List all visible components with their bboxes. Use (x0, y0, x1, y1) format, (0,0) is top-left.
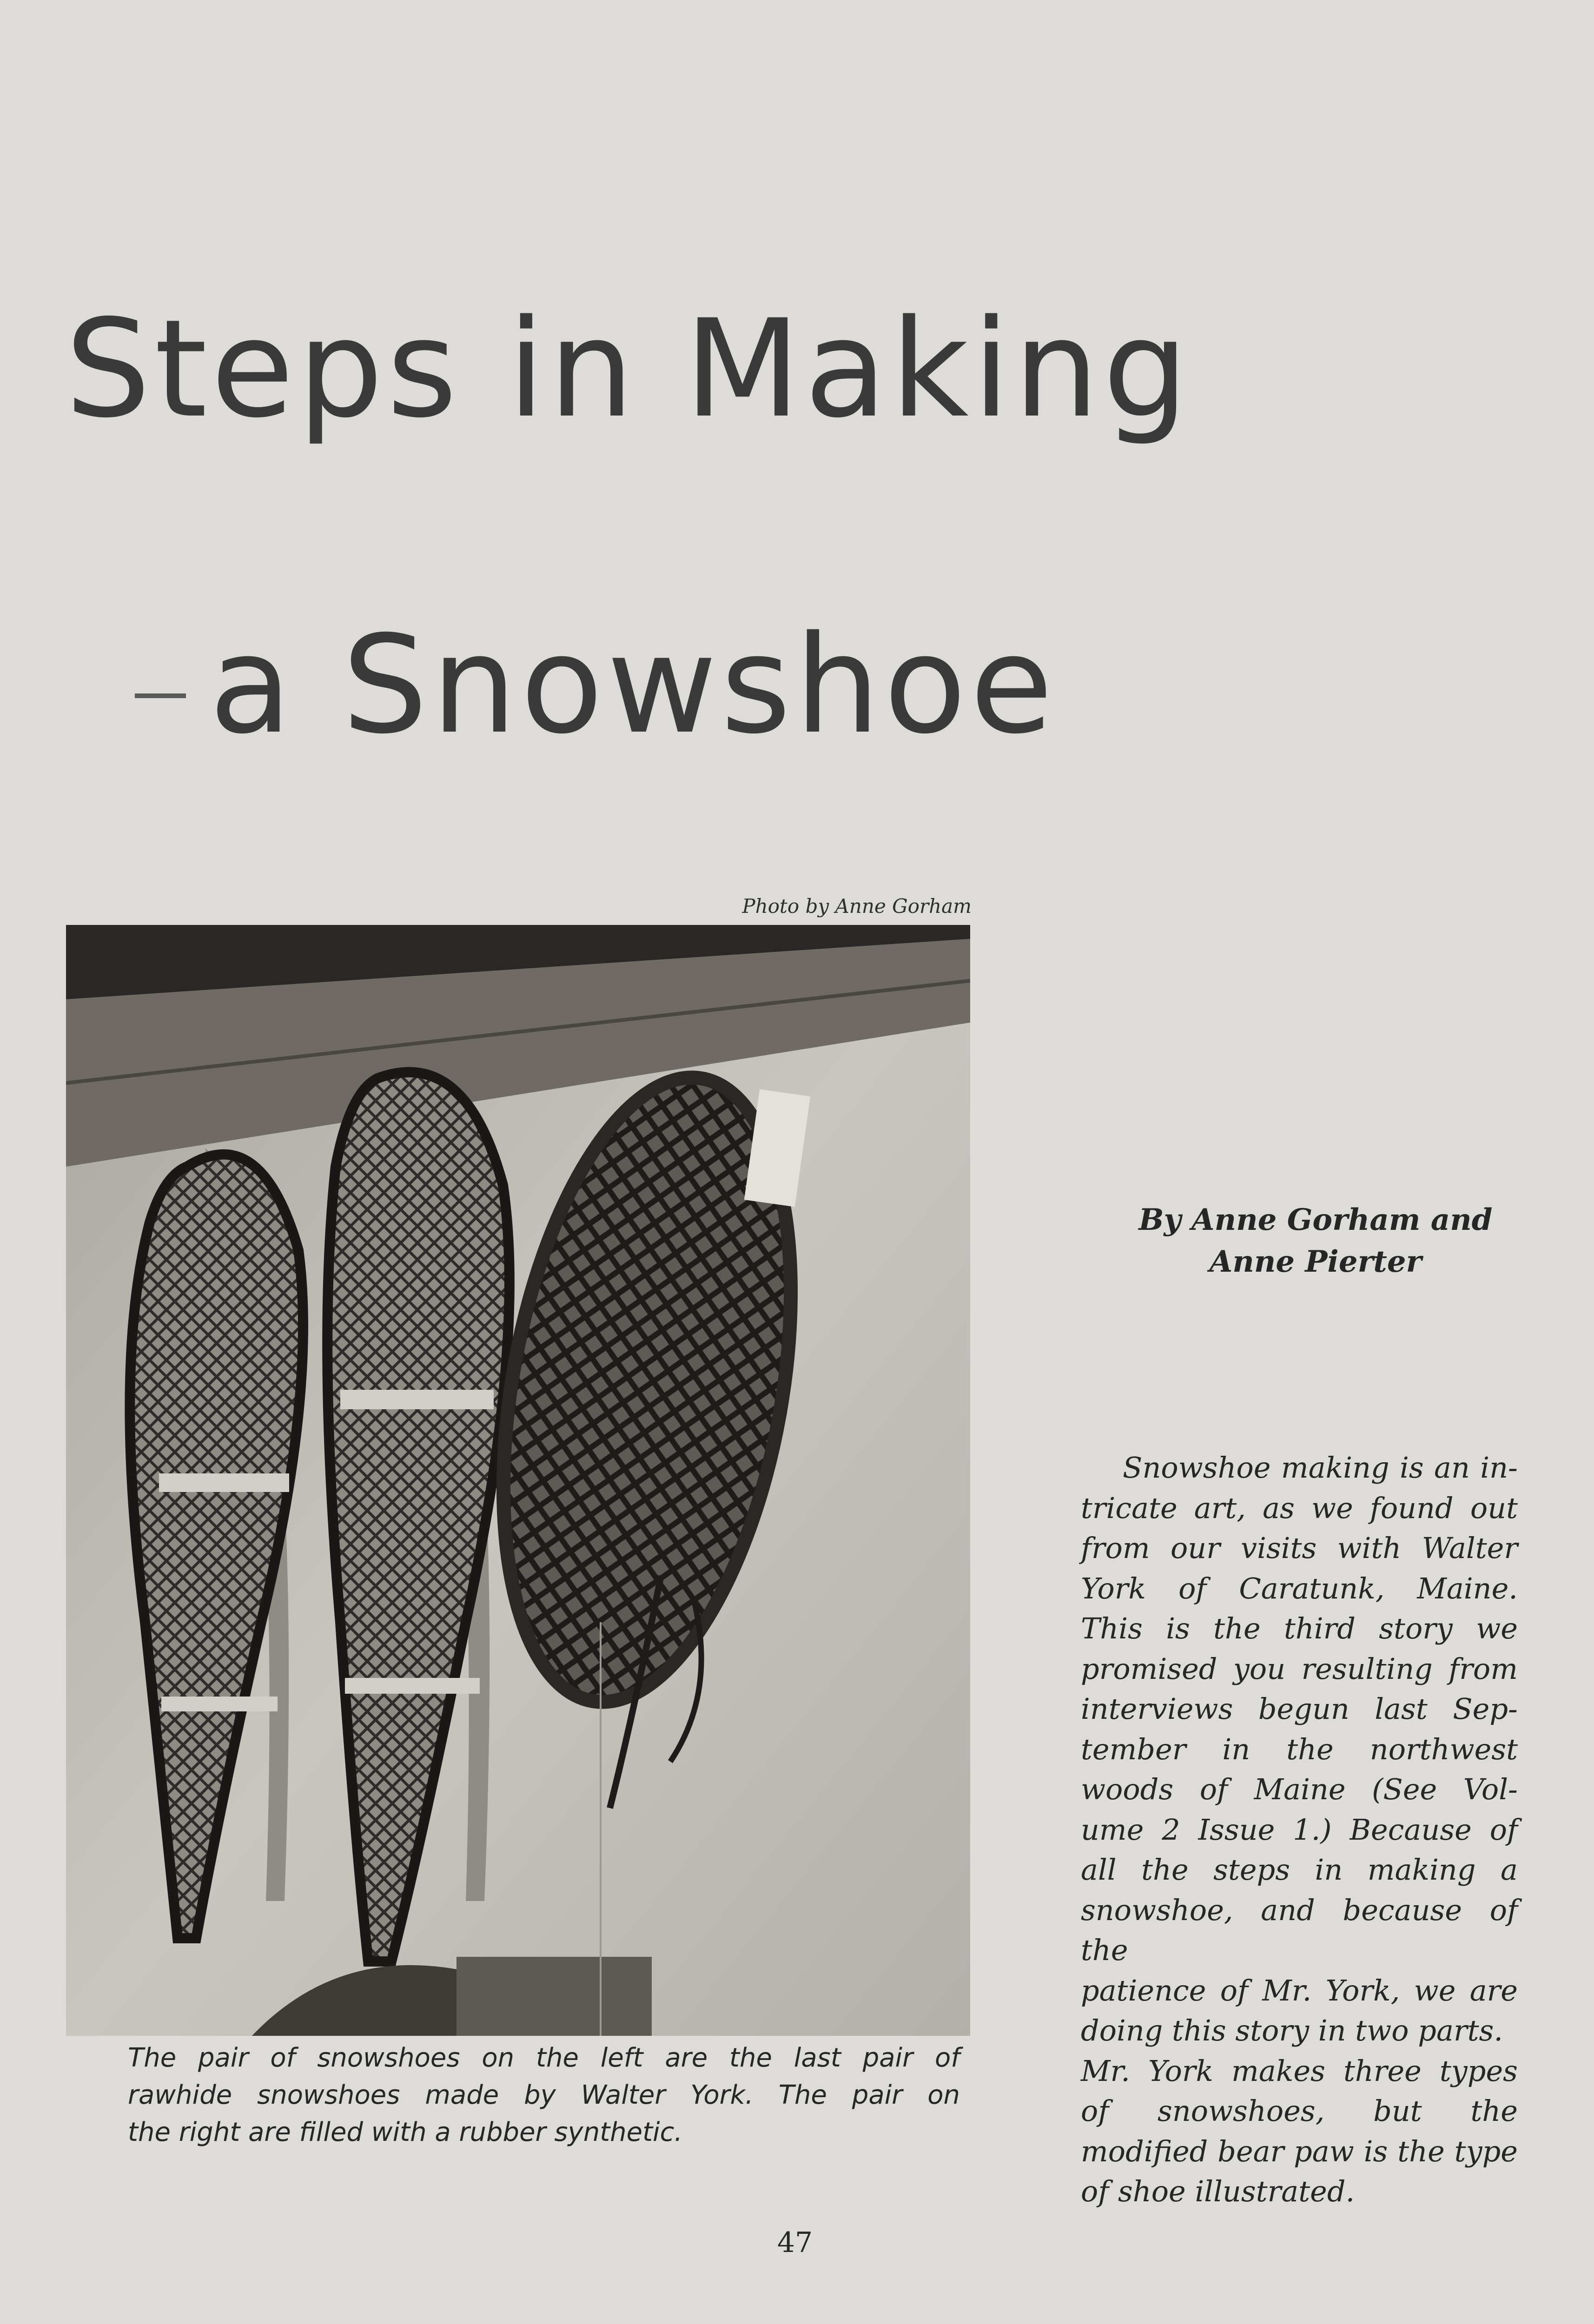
body-line: from our visits with Walter (1081, 1531, 1518, 1565)
body-line: This is the third story we (1081, 1611, 1518, 1645)
body-line: patience of Mr. York, we are (1081, 1973, 1518, 2007)
body-line: of snowshoes, but the (1081, 2094, 1518, 2128)
byline-line: Anne Pierter (1209, 1244, 1422, 1279)
body-line: snowshoe, and because of the (1081, 1893, 1518, 1967)
body-line: York of Caratunk, Maine. (1081, 1571, 1518, 1605)
body-line: ume 2 Issue 1.) Because of (1081, 1812, 1518, 1847)
photo-credit: Photo by Anne Gorham (742, 895, 972, 918)
article-title-line-2: a Snowshoe (209, 607, 1057, 764)
snowshoe-photo (66, 925, 970, 2036)
body-line: all the steps in making a (1081, 1853, 1518, 1887)
caption-line: The pair of snowshoes on the left are the last pair of (128, 2043, 960, 2073)
body-line: modified bear paw is the type (1081, 2134, 1518, 2168)
body-line: promised you resulting from (1081, 1651, 1518, 1686)
page-number: 47 (777, 2226, 813, 2259)
photo-caption (128, 2040, 960, 2151)
caption-line: the right are filled with a rubber synthetic. (128, 2117, 683, 2147)
article-title-line-1: Steps in Making (65, 291, 1192, 448)
body-line: of shoe illustrated. (1081, 2174, 1355, 2208)
decorative-dash (135, 693, 186, 698)
body-line: woods of Maine (See Vol- (1081, 1772, 1518, 1806)
body-line: Snowshoe making is an in- (1123, 1451, 1518, 1485)
byline-line: By Anne Gorham and (1138, 1202, 1493, 1237)
article-body (1081, 1448, 1518, 2212)
body-line: interviews begun last Sep- (1081, 1692, 1518, 1726)
body-line: tember in the northwest (1081, 1732, 1518, 1766)
body-line: Mr. York makes three types (1081, 2053, 1518, 2088)
snowshoe-photo-illustration (66, 925, 970, 2036)
body-line: doing this story in two parts. (1081, 2014, 1503, 2047)
caption-line: rawhide snowshoes made by Walter York. The pair on (128, 2080, 960, 2110)
byline (1083, 1199, 1548, 1283)
body-line: tricate art, as we found out (1081, 1491, 1518, 1525)
